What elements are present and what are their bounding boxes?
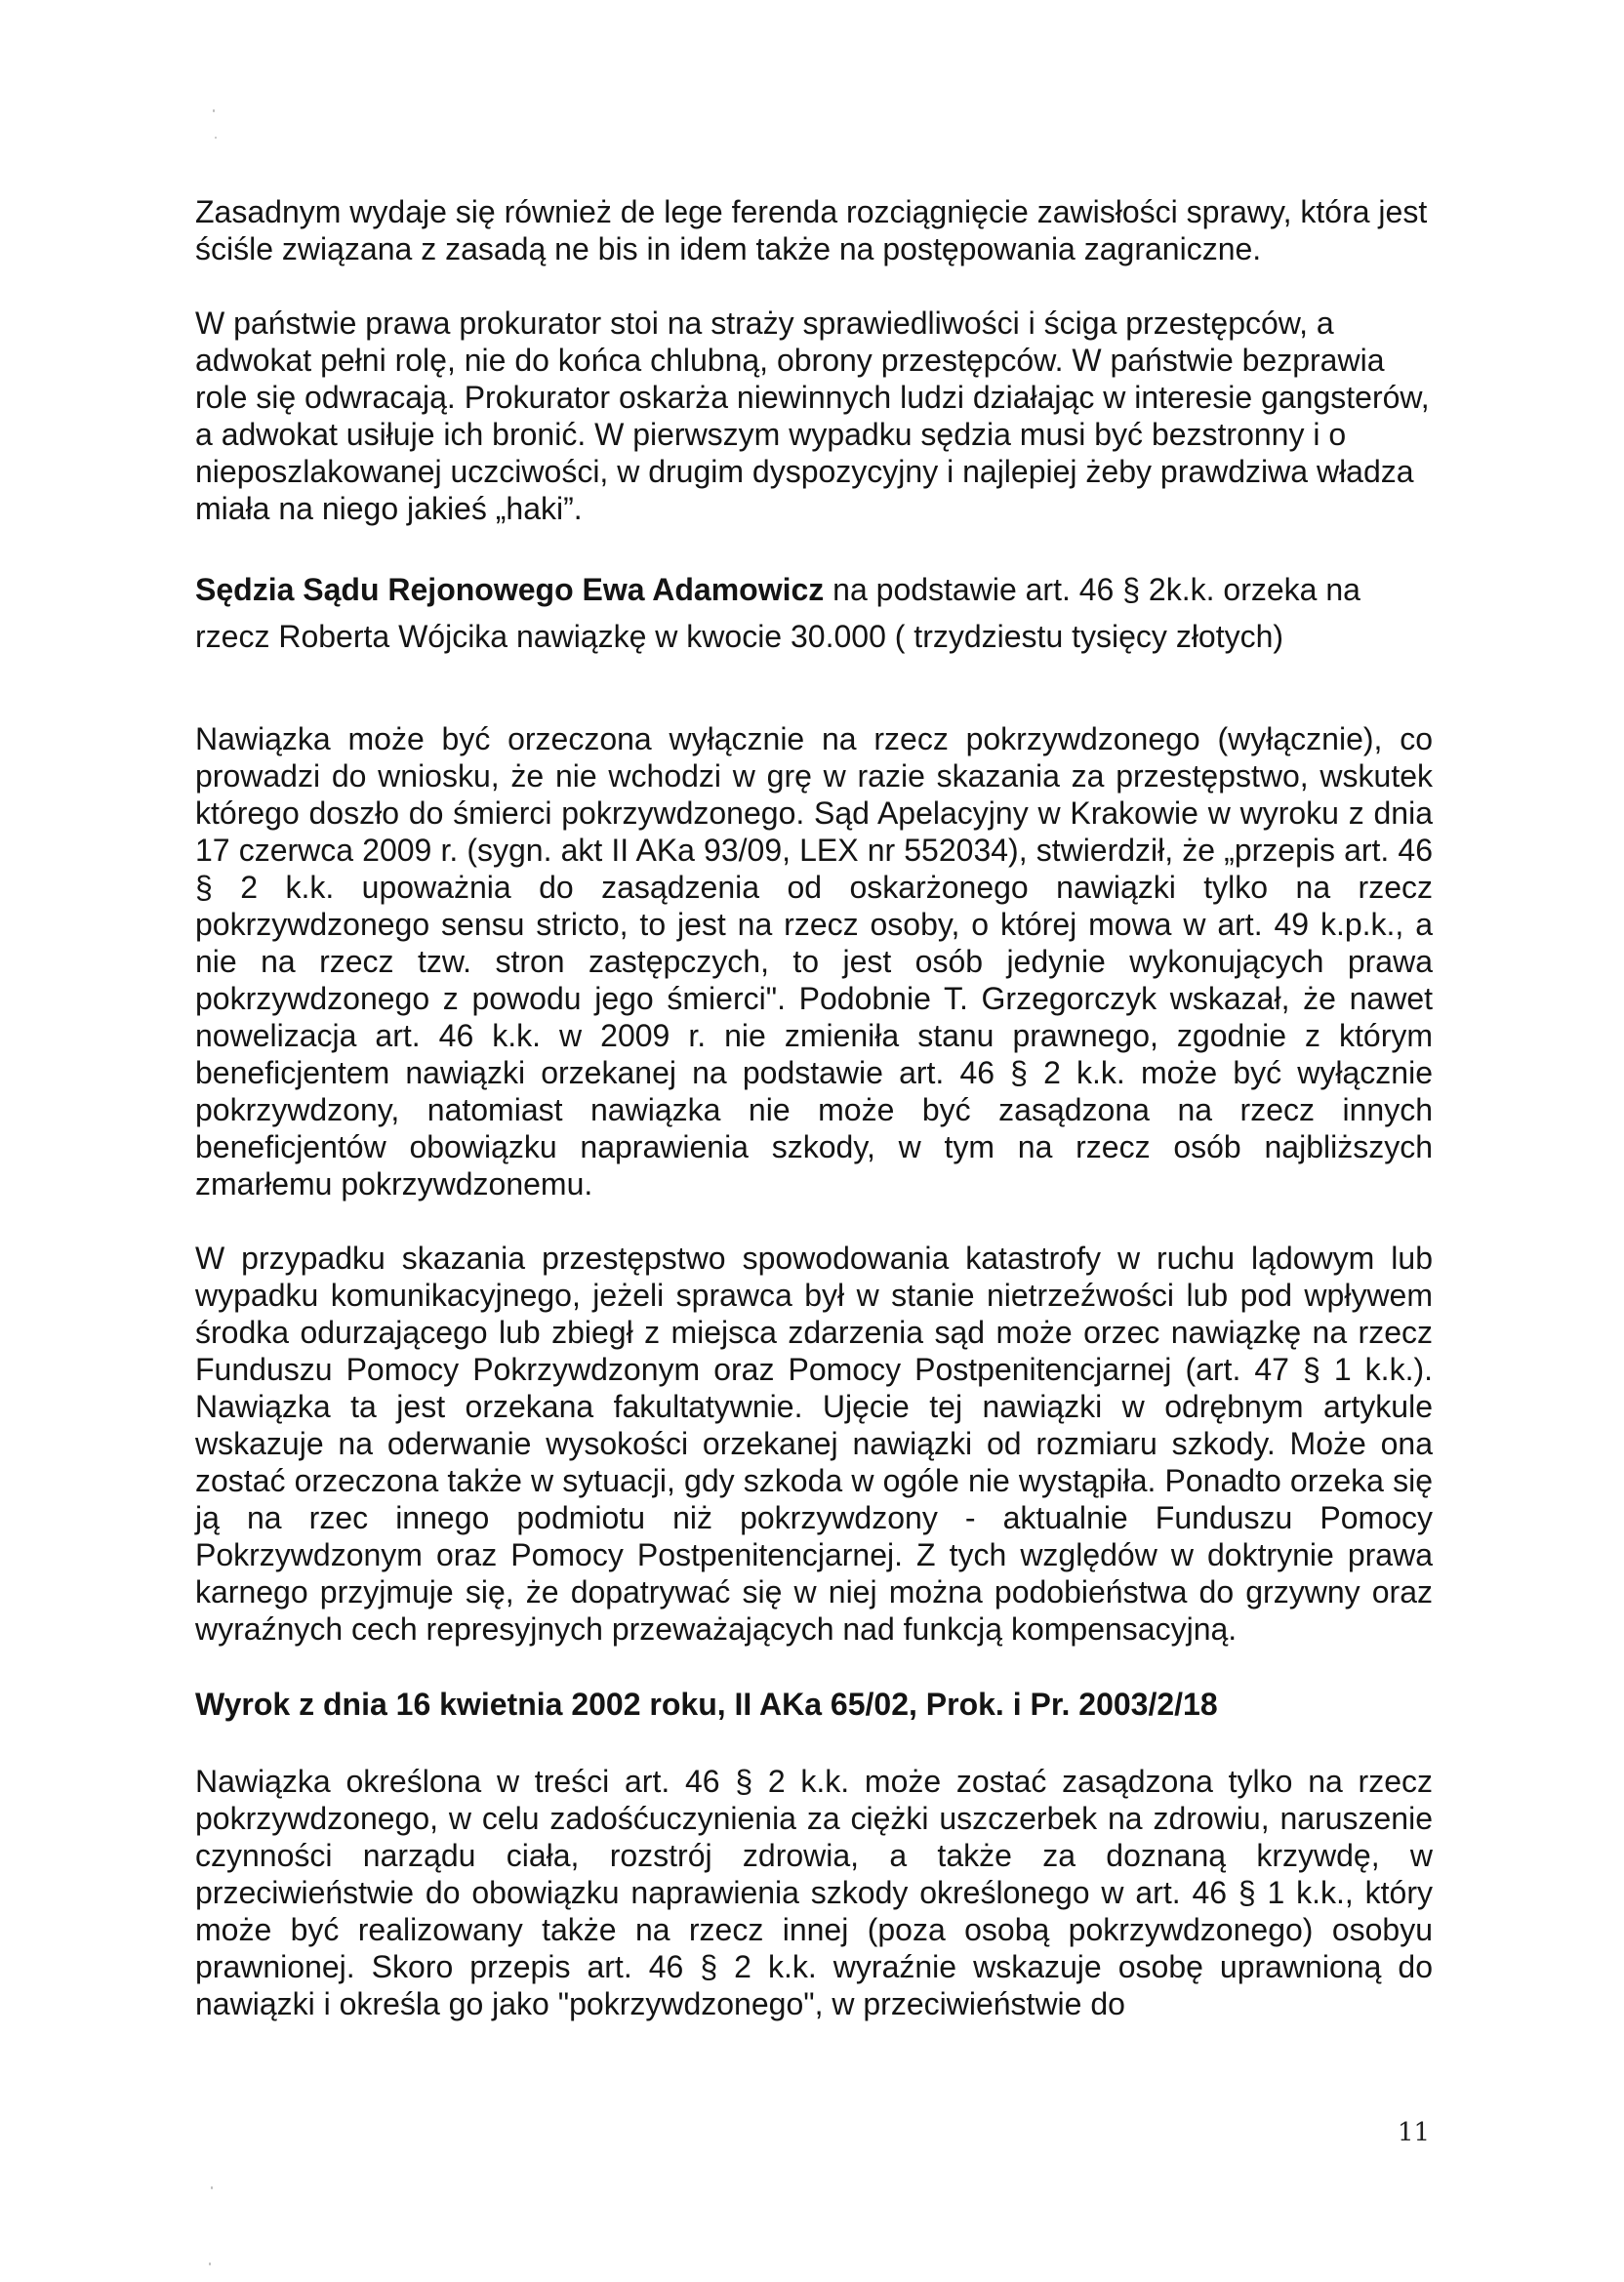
judgment-statement (195, 566, 1433, 660)
scan-speck (215, 137, 217, 139)
page-number: 11 (1398, 2118, 1431, 2147)
paragraph-nawiazka-victim: Nawiązka może być orzeczona wyłącznie na rzecz pokrzywdzonego (wyłącznie), co prowadzi do wniosku, że nie wchodzi w grę w razie skazania za przestępstwo, wskutek którego doszło do śmierci pokrzywdzonego. Sąd Apelacyjny w Krakowie w wyroku z dnia 17 czerwca 2009 r. (sygn. akt II AKa 93/09, LEX nr 552034), stwierdził, że „przepis art. 46 § 2 k.k. upoważnia do zasądzenia od oskarżonego nawiązki tylko na rzecz pokrzywdzonego sensu stricto, to jest na rzecz osoby, o której mowa w art. 49 k.p.k., a nie na rzecz tzw. stron zastępczych, to jest osób jedynie wykonujących prawa pokrzywdzonego z powodu jego śmierci". Podobnie T. Grzegorczyk wskazał, że nawet nowelizacja art. 46 k.k. w 2009 r. nie zmieniła stanu prawnego, zgodnie z którym beneficjentem nawiązki orzekanej na podstawie art. 46 § 2 k.k. może być wyłącznie pokrzywdzony, natomiast nawiązka nie może być zasądzona na rzecz innych beneficjentów obowiązku naprawienia szkody, w tym na rzecz osób najbliższych zmarłemu pokrzywdzonemu. (195, 721, 1433, 1202)
paragraph-nawiazka-fund: W przypadku skazania przestępstwo spowodowania katastrofy w ruchu lądowym lub wypadku komunikacyjnego, jeżeli sprawca był w stanie nietrzeźwości lub pod wpływem środka odurzającego lub zbiegł z miejsca zdarzenia sąd może orzec nawiązkę na rzecz Funduszu Pomocy Pokrzywdzonym oraz Pomocy Postpenitencjarnej (art. 47 § 1 k.k.). Nawiązka ta jest orzekana fakultatywnie. Ujęcie tej nawiązki w odrębnym artykule wskazuje na oderwanie wysokości orzekanej nawiązki od rozmiaru szkody. Może ona zostać orzeczona także w sytuacji, gdy szkoda w ogóle nie wystąpiła. Ponadto orzeka się ją na rzec innego podmiotu niż pokrzywdzony - aktualnie Funduszu Pomocy Pokrzywdzonym oraz Pomocy Postpenitencjarnej. Z tych względów w doktrynie prawa karnego przyjmuje się, że dopatrywać się w niej można podobieństwa do grzywny oraz wyraźnych cech represyjnych przeważających nad funkcją kompensacyjną. (195, 1241, 1433, 1647)
ruling-heading: Wyrok z dnia 16 kwietnia 2002 roku, II AKa 65/02, Prok. i Pr. 2003/2/18 (195, 1687, 1218, 1722)
paragraph-ruling-excerpt: Nawiązka określona w treści art. 46 § 2 k.k. może zostać zasądzona tylko na rzecz pokrzywdzonego, w celu zadośćuczynienia za ciężki uszczerbek na zdrowiu, naruszenie czynności narządu ciała, rozstrój zdrowia, a także za doznaną krzywdę, w przeciwieństwie do obowiązku naprawienia szkody określonego w art. 46 § 1 k.k., który może być realizowany także na rzecz innej (poza osobą pokrzywdzonego) osobyu prawnionej. Skoro przepis art. 46 § 2 k.k. wyraźnie wskazuje osobę uprawnioną do nawiązki i określa go jako "pokrzywdzonego", w przeciwieństwie do (195, 1764, 1433, 2021)
judgment-basis: na podstawie art. 46 § 2k.k. orzeka na (824, 572, 1360, 607)
scan-speck (209, 2262, 211, 2265)
paragraph-prosecutor-roles: W państwie prawa prokurator stoi na straży sprawiedliwości i ściga przestępców, a adwokat pełni rolę, nie do końca chlubną, obrony przestępców. W państwie bezprawia role się odwracają. Prokurator oskarża niewinnych ludzi działając w interesie gangsterów, a adwokat usiłuje ich bronić. W pierwszym wypadku sędzia musi być bezstronny i o nieposzlakowanej uczciwości, w drugim dyspozycyjny i najlepiej żeby prawdziwa władza miała na niego jakieś „haki”. (195, 306, 1430, 526)
paragraph-lis-pendens: Zasadnym wydaje się również de lege ferenda rozciągnięcie zawisłości sprawy, która jest ściśle związana z zasadą ne bis in idem także na postępowania zagraniczne. (195, 194, 1428, 266)
scan-speck (213, 109, 215, 112)
judgment-award: rzecz Roberta Wójcika nawiązkę w kwocie 30.000 ( trzydziestu tysięcy złotych) (195, 619, 1284, 654)
document-body (195, 193, 1433, 2059)
judge-name: Sędzia Sądu Rejonowego Ewa Adamowicz (195, 572, 825, 607)
scan-speck (211, 2186, 213, 2189)
